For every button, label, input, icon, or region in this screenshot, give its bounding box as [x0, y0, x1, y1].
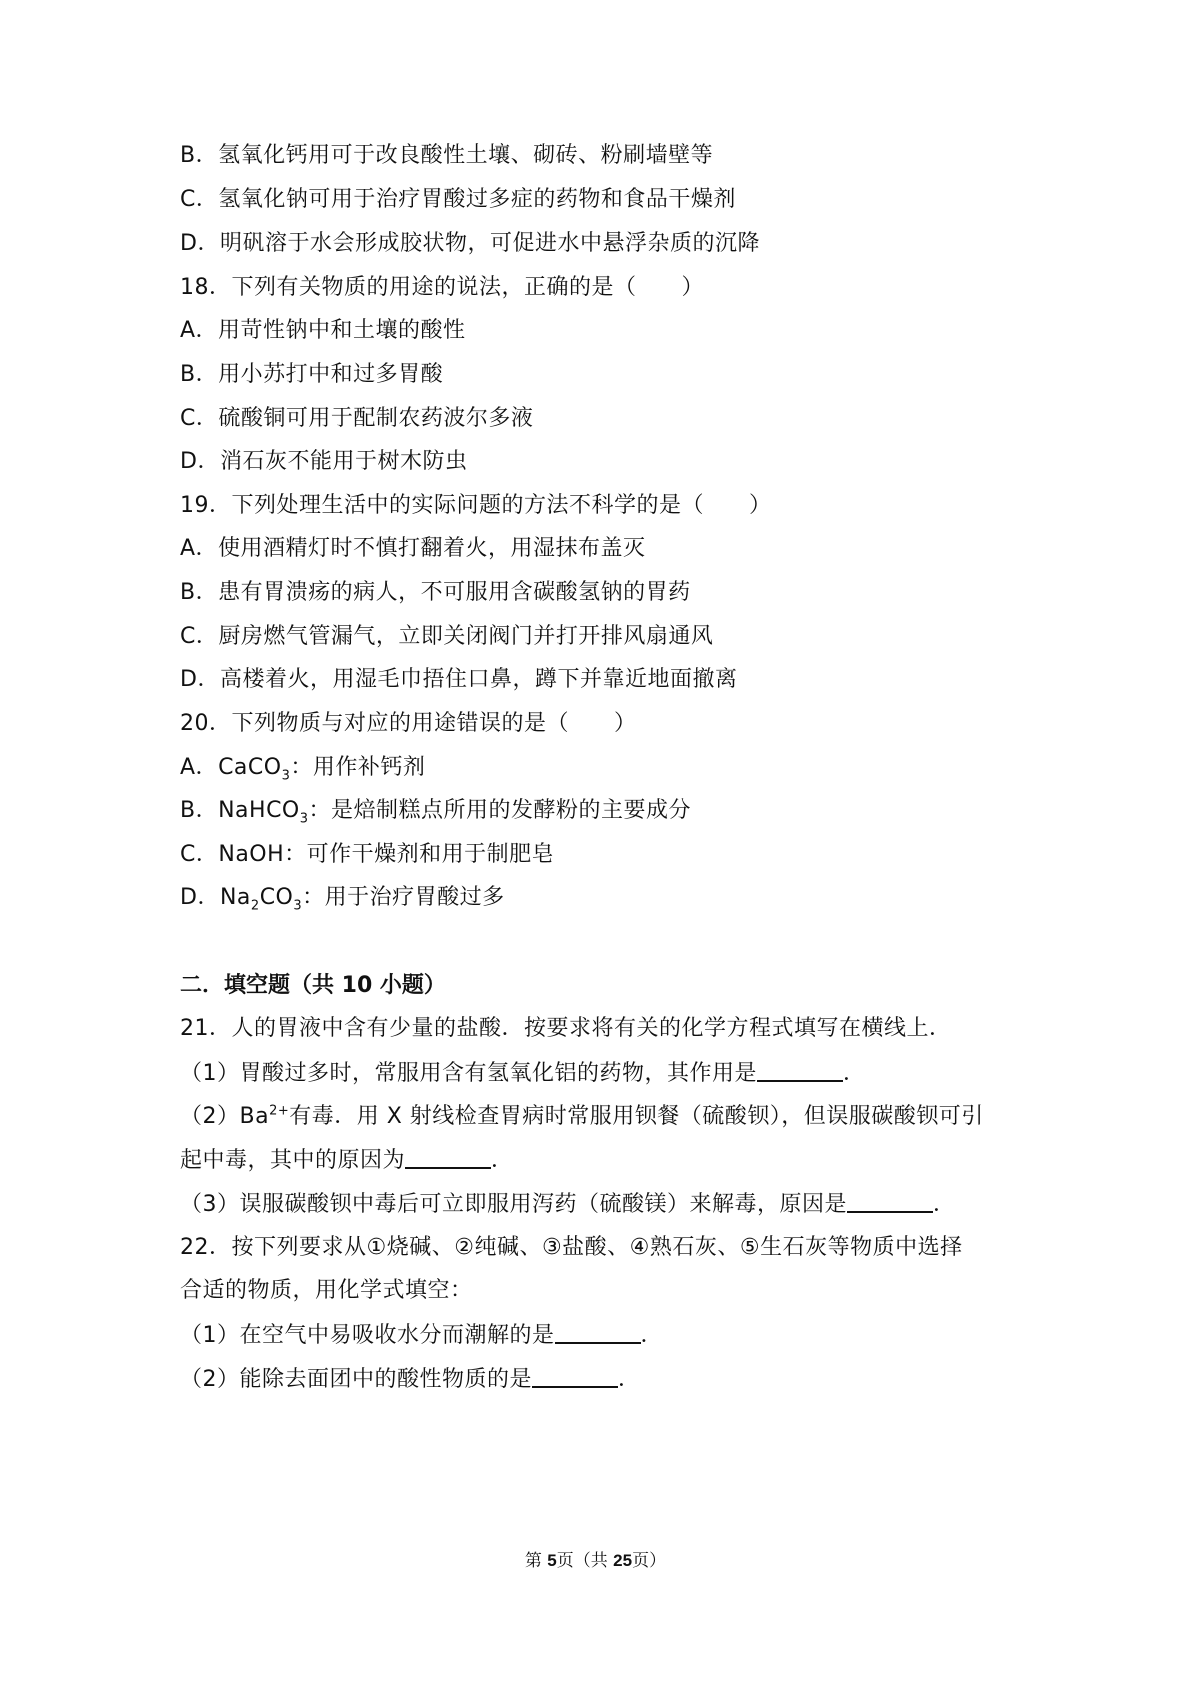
q22-stem: 22．按下列要求从①烧碱、②纯碱、③盐酸、④熟石灰、⑤生石灰等物质中选择 [180, 1235, 963, 1260]
q17-option-c: C．氢氧化钠可用于治疗胃酸过多症的药物和食品干燥剂 [180, 187, 736, 212]
page-footer: 第 5页（共 25页） [524, 1551, 667, 1571]
answer-blank[interactable] [405, 1145, 491, 1169]
q19-option-c: C．厨房燃气管漏气，立即关闭阀门并打开排风扇通风 [180, 624, 714, 649]
answer-blank[interactable] [555, 1320, 641, 1344]
page-total: 25 [613, 1551, 633, 1570]
q20-option-d: D．$Na_2CO_3$：用于治疗胃酸过多 [180, 885, 505, 914]
q19-option-d: D．高楼着火，用湿毛巾捂住口鼻，蹲下并靠近地面撤离 [180, 667, 738, 692]
q21-part-1: （1）胃酸过多时，常服用含有氢氧化铝的药物，其作用是 ． [180, 1058, 866, 1089]
q20-option-a: A．CaCO$_3$：用作补钙剂 [180, 755, 426, 784]
q19-stem: 19．下列处理生活中的实际问题的方法不科学的是（ ） [180, 493, 772, 518]
q17-option-d: D．明矾溶于水会形成胶状物，可促进水中悬浮杂质的沉降 [180, 231, 760, 256]
q18-option-d: D．消石灰不能用于树木防虫 [180, 449, 468, 474]
section-heading-fill-in: 二．填空题（共 10 小题） [180, 973, 446, 998]
q21-part-2: $(2)Ba^{2+}$有毒．用 X 射线检查胃病时常服用钡餐（硫酸钡），但误服碳酸钡可引 [180, 1103, 984, 1129]
q18-stem: 18．下列有关物质的用途的说法，正确的是（ ） [180, 275, 704, 300]
page-number: 5 [547, 1551, 557, 1570]
q22-part-2: （2）能除去面团中的酸性物质的是 ． [180, 1364, 641, 1395]
q21-stem: 21．人的胃液中含有少量的盐酸．按要求将有关的化学方程式填写在横线上． [180, 1016, 952, 1041]
q20-option-c: C．NaOH：可作干燥剂和用于制肥皂 [180, 842, 555, 867]
q19-option-a: A．使用酒精灯时不慎打翻着火，用湿抹布盖灭 [180, 536, 646, 561]
q22-part-1: （1）在空气中易吸收水分而潮解的是 ． [180, 1320, 663, 1351]
q18-option-c: C．硫酸铜可用于配制农药波尔多液 [180, 406, 534, 431]
answer-blank[interactable] [757, 1058, 843, 1082]
q20-stem: 20．下列物质与对应的用途错误的是（ ） [180, 711, 637, 736]
q18-option-b: B．用小苏打中和过多胃酸 [180, 362, 444, 387]
q19-option-b: B．患有胃溃疡的病人，不可服用含碳酸氢钠的胃药 [180, 580, 691, 605]
answer-blank[interactable] [847, 1189, 933, 1213]
q17-option-b: B．氢氧化钙用可于改良酸性土壤、砌砖、粉刷墙壁等 [180, 143, 714, 168]
q21-part-2-cont: 起中毒，其中的原因为 ． [180, 1145, 514, 1176]
q20-option-b: B．NaHCO$_3$：是焙制糕点所用的发酵粉的主要成分 [180, 798, 692, 827]
q18-option-a: A．用苛性钠中和土壤的酸性 [180, 318, 466, 343]
answer-blank[interactable] [532, 1364, 618, 1388]
q22-stem-cont: 合适的物质，用化学式填空： [180, 1278, 473, 1303]
q21-part-3: （3）误服碳酸钡中毒后可立即服用泻药（硫酸镁）来解毒，原因是 ． [180, 1189, 956, 1220]
